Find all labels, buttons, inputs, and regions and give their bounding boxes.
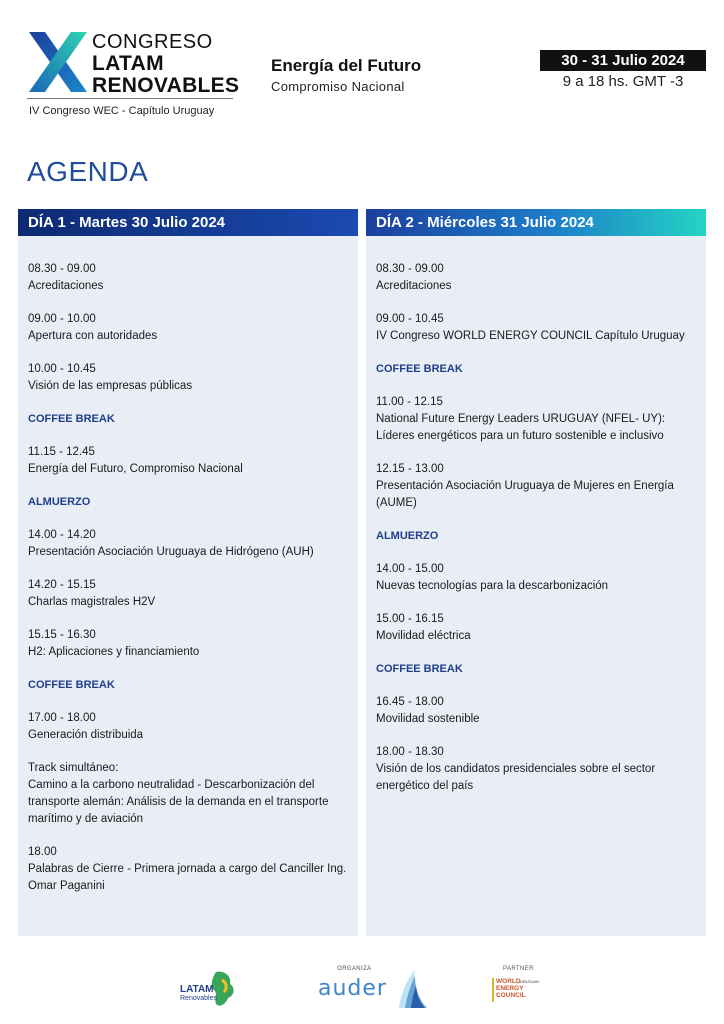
event-hours: 9 a 18 hs. GMT -3 bbox=[562, 73, 684, 90]
agenda-item bbox=[376, 311, 696, 345]
agenda-item-time: 11.00 - 12.15 bbox=[376, 396, 443, 408]
event-dates-badge: 30 - 31 Julio 2024 bbox=[540, 50, 706, 71]
agenda-item-time: 16.45 - 18.00 bbox=[376, 696, 444, 708]
agenda-item-title: H2: Aplicaciones y financiamiento bbox=[28, 646, 200, 658]
congreso-x-logo-icon bbox=[27, 30, 89, 94]
agenda-item-title: Energía del Futuro, Compromiso Nacional bbox=[28, 463, 243, 475]
logo-line-1: CONGRESO bbox=[92, 31, 213, 53]
agenda-item bbox=[28, 627, 348, 661]
agenda-item-title: Movilidad sostenible bbox=[376, 713, 480, 725]
agenda-item-title: Acreditaciones bbox=[376, 280, 452, 292]
agenda-item bbox=[376, 611, 696, 645]
agenda-item-title: Presentación Asociación Uruguaya de Hidrógeno (AUH) bbox=[28, 546, 314, 558]
agenda-item bbox=[28, 577, 348, 611]
agenda-item-time: Track simultáneo: bbox=[28, 762, 119, 774]
agenda-item-time: 11.15 - 12.45 bbox=[28, 446, 95, 458]
wec-line-1: WORLD bbox=[496, 978, 521, 985]
agenda-item bbox=[28, 361, 348, 395]
wec-line-2: ENERGY bbox=[496, 985, 524, 992]
agenda-item bbox=[376, 561, 696, 595]
agenda-item-title: National Future Energy Leaders URUGUAY (NFEL- UY): Líderes energéticos para un futuro sostenible e inclusivo bbox=[376, 413, 666, 442]
agenda-item-title: Apertura con autoridades bbox=[28, 330, 158, 342]
logo-divider bbox=[27, 98, 233, 99]
sponsor-footer bbox=[0, 960, 724, 1024]
agenda-item-time: 12.15 - 13.00 bbox=[376, 463, 444, 475]
agenda-item-title: Visión de los candidatos presidenciales sobre el sector energético del país bbox=[376, 763, 656, 792]
agenda-item-time: 18.00 bbox=[28, 846, 57, 858]
agenda-break-label: ALMUERZO bbox=[376, 530, 439, 542]
agenda-item bbox=[28, 311, 348, 345]
agenda-heading: AGENDA bbox=[27, 156, 149, 187]
congreso-logo-text bbox=[92, 32, 239, 96]
agenda-item-time: 08.30 - 09.00 bbox=[376, 263, 444, 275]
agenda-item bbox=[376, 744, 696, 795]
wec-logo-bar bbox=[492, 978, 494, 1002]
event-subtitle: Compromiso Nacional bbox=[271, 79, 405, 94]
day-2-agenda-list bbox=[366, 236, 706, 795]
agenda-item bbox=[28, 710, 348, 744]
agenda-item-time: 15.00 - 16.15 bbox=[376, 613, 444, 625]
agenda-item-time: 09.00 - 10.45 bbox=[376, 313, 444, 325]
day-1-header: DÍA 1 - Martes 30 Julio 2024 bbox=[18, 209, 358, 236]
auder-logo-word: auder bbox=[318, 976, 387, 1001]
agenda-item-time: 14.20 - 15.15 bbox=[28, 579, 96, 591]
agenda-item-time: 17.00 - 18.00 bbox=[28, 712, 96, 724]
agenda-item bbox=[28, 527, 348, 561]
organiza-label: ORGANIZA bbox=[337, 966, 372, 972]
agenda-item-title: Nuevas tecnologías para la descarbonización bbox=[376, 580, 609, 592]
agenda-item-title: Camino a la carbono neutralidad - Descarbonización del transporte alemán: Análisis de la demanda en el transporte marítimo y de aviación bbox=[28, 779, 329, 825]
day-2-header: DÍA 2 - Miércoles 31 Julio 2024 bbox=[366, 209, 706, 236]
logo-line-2: LATAM bbox=[92, 52, 164, 75]
agenda-item-time: 09.00 - 10.00 bbox=[28, 313, 96, 325]
agenda-break-label: COFFEE BREAK bbox=[376, 663, 463, 675]
day-2-column bbox=[366, 209, 706, 936]
agenda-item-time: 18.00 - 18.30 bbox=[376, 746, 444, 758]
wec-line-3: COUNCIL bbox=[496, 992, 526, 999]
agenda-item-time: 15.15 - 16.30 bbox=[28, 629, 96, 641]
agenda-item-title: Visión de las empresas públicas bbox=[28, 380, 193, 392]
auder-logo-mark-icon bbox=[395, 968, 431, 1010]
agenda-item-title: Palabras de Cierre - Primera jornada a cargo del Canciller Ing. Omar Paganini bbox=[28, 863, 347, 892]
event-title-block bbox=[271, 56, 421, 94]
page-header bbox=[0, 0, 724, 130]
agenda-item-time: 10.00 - 10.45 bbox=[28, 363, 96, 375]
agenda-item-title: Presentación Asociación Uruguaya de Mujeres en Energía (AUME) bbox=[376, 480, 674, 509]
agenda-item-title: Acreditaciones bbox=[28, 280, 104, 292]
agenda-item-time: 14.00 - 14.20 bbox=[28, 529, 96, 541]
agenda-item bbox=[376, 694, 696, 728]
agenda-item bbox=[376, 261, 696, 295]
agenda-break-label: ALMUERZO bbox=[28, 496, 91, 508]
logo-subtitle: IV Congreso WEC - Capítulo Uruguay bbox=[29, 105, 215, 117]
wec-country: URUGUAY bbox=[520, 979, 540, 984]
latam-logo-word: LATAM bbox=[180, 984, 214, 995]
logo-line-3: RENOVABLES bbox=[92, 74, 240, 97]
day-1-agenda-list bbox=[18, 236, 358, 895]
agenda-break-label: COFFEE BREAK bbox=[376, 363, 463, 375]
partner-label: PARTNER bbox=[503, 966, 534, 972]
agenda-item-title: IV Congreso WORLD ENERGY COUNCIL Capítulo Uruguay bbox=[376, 330, 685, 342]
agenda-item bbox=[28, 844, 348, 895]
agenda-item bbox=[376, 461, 696, 512]
agenda-item bbox=[28, 760, 348, 828]
agenda-item bbox=[376, 394, 696, 445]
agenda-break-label: COFFEE BREAK bbox=[28, 679, 115, 691]
agenda-break-label: COFFEE BREAK bbox=[28, 413, 115, 425]
agenda-item-title: Generación distribuida bbox=[28, 729, 144, 741]
agenda-item-title: Charlas magistrales H2V bbox=[28, 596, 156, 608]
agenda-item-time: 14.00 - 15.00 bbox=[376, 563, 444, 575]
event-title: Energía del Futuro bbox=[271, 56, 422, 75]
latam-logo-sub: Renovables bbox=[180, 995, 217, 1002]
agenda-item bbox=[28, 261, 348, 295]
day-1-column bbox=[18, 209, 358, 936]
agenda-item-time: 08.30 - 09.00 bbox=[28, 263, 96, 275]
agenda-item bbox=[28, 444, 348, 478]
agenda-item-title: Movilidad eléctrica bbox=[376, 630, 471, 642]
